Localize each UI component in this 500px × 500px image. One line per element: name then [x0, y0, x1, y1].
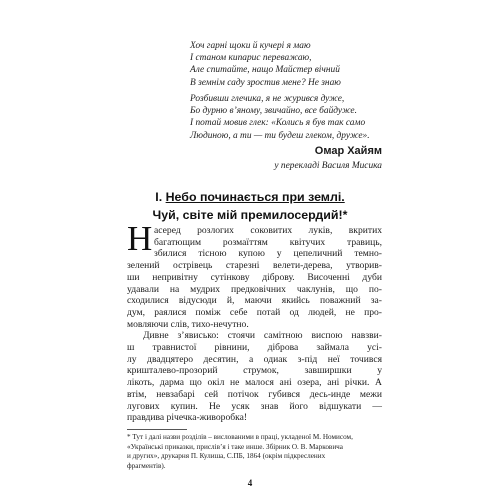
- chapter-title-line-1: [110, 188, 390, 206]
- chapter-heading: [110, 188, 390, 224]
- epigraph-line: В земнім саду зростив мене? Не знаю: [190, 77, 341, 88]
- body-line: правдива річечка-живоробка!: [127, 412, 248, 424]
- body-line: дум, раялися поміж себе потай од людей, не про-: [127, 306, 382, 318]
- footnote-divider: [127, 429, 187, 430]
- page-number: 4: [247, 478, 253, 488]
- body-line: мовляючи слів, тихо-нечутно.: [127, 318, 249, 330]
- epigraph-line: Але спитайте, нащо Майстер вічний: [190, 65, 340, 76]
- epigraph-line: Людиною, а ти — ти будеш глеком, друже».: [190, 130, 370, 141]
- epigraph-translator: у перекладі Василя Мисика: [274, 161, 382, 171]
- body-line: удавали на мудрих предковічних чаклунів, що по-: [127, 283, 382, 295]
- epigraph-stanza-2: [190, 93, 382, 142]
- footnote-line: * Тут і далі назви розділів – вислованими в праці, укладеної М. Номисом,: [127, 433, 353, 441]
- body-line: втім, невзабарі сей потічок губився десь-инде межи: [127, 388, 382, 400]
- footnote: [127, 433, 382, 471]
- body-line: лікоть, дарма що окіл не малося ані озера, ані річки. А: [127, 377, 382, 389]
- chapter-title-line-2: Чуй, світе мій премилосердий!*: [152, 208, 348, 222]
- body-line: зелений острівець старезні велети-дерева, утворив-: [127, 260, 382, 272]
- body-line: асеред розлогих соковитих луків, вкритих: [154, 225, 382, 236]
- body-text: [127, 219, 382, 424]
- body-line: ш травнистої рівнини, діброва займала усі-: [127, 342, 382, 354]
- epigraph-line: І станом кипарис переважаю,: [190, 53, 312, 64]
- body-line: збилися тісною купою у цепеличний темно-: [154, 248, 382, 260]
- body-line: лу двадцятеро десятин, а одиак з-під неї точився: [127, 353, 382, 365]
- chapter-title-underlined: Небо починається при землі.: [165, 190, 345, 204]
- epigraph-line: І потай мовив глек: «Колись я був так само: [190, 118, 366, 129]
- body-line: сходилися відусюди й, маючи якийсь поважний за-: [127, 295, 382, 307]
- chapter-number: I.: [155, 190, 163, 204]
- footnote-line: «Українські приказки, прислів’я і таке инше. Збірник О. В. Марковича: [127, 442, 343, 451]
- epigraph-line: Хоч гарні щоки й кучері я маю: [190, 41, 311, 51]
- epigraph-stanza-1: [190, 40, 382, 89]
- epigraph-line: Розбивши глечика, я не журився дуже,: [190, 94, 345, 104]
- epigraph-line: Бо дурню в’яному, звичайно, все байдуже.: [190, 106, 357, 117]
- body-line: ши непривітну сутінкову діброву. Височенні дуби: [127, 271, 382, 283]
- drop-cap: Н: [127, 219, 153, 258]
- body-line: Дивне з’явисько: стоячи самітною виспою навзви-: [143, 330, 382, 342]
- body-line: багатющим розмаїттям квітучих травиць,: [154, 236, 382, 248]
- epigraph-author: Омар Хайям: [314, 145, 382, 157]
- body-line: лугових купин. Не усяк знав його відшукати —: [127, 400, 382, 412]
- footnote-line: фрагментів).: [127, 461, 166, 470]
- footnote-line: и других», друкарня П. Кулиша, С.ПБ, 1864 (окрім підкреслених: [127, 452, 326, 461]
- body-line: кришталево-прозорий струмок, завширшки у: [127, 365, 382, 377]
